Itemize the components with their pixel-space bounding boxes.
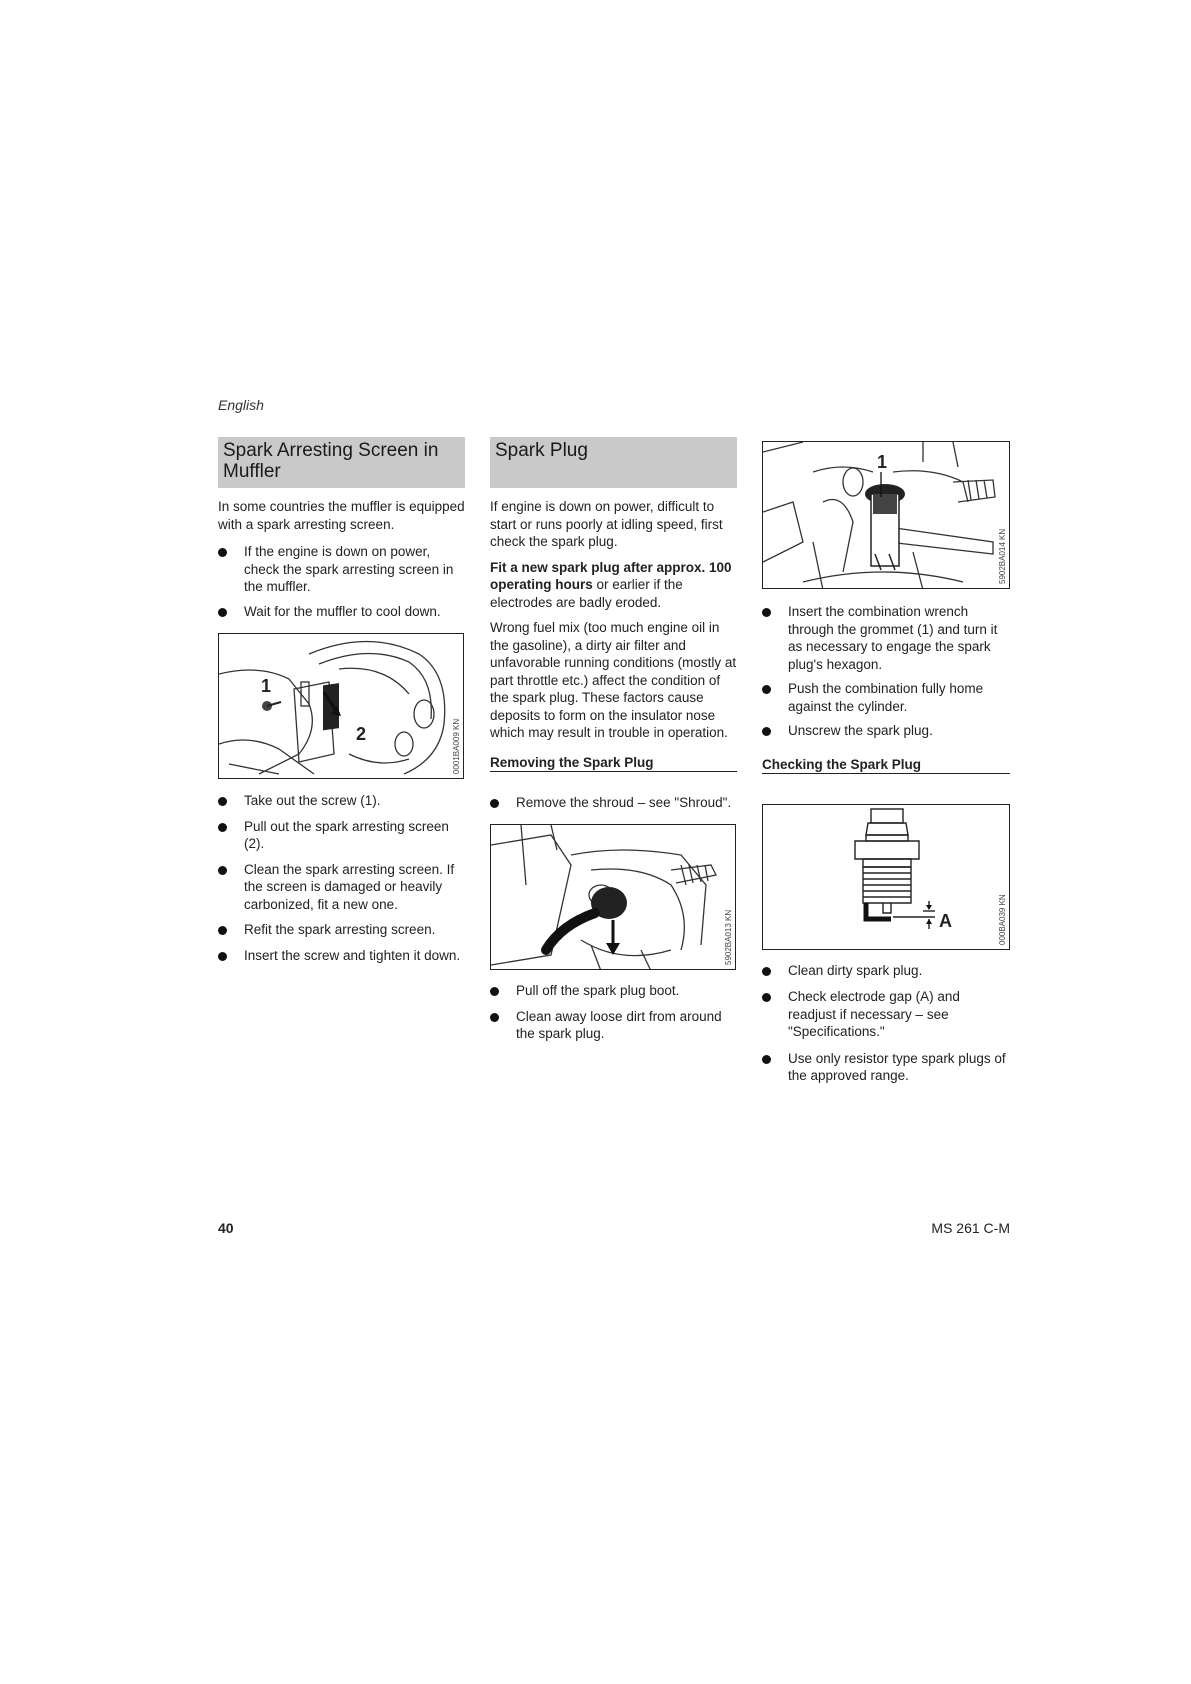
bullet-list-check [218,543,465,620]
bullet-icon [218,952,227,961]
section-heading-spark-plug: Spark Plug [490,437,737,488]
bullet-icon [762,685,771,694]
list-item: If the engine is down on power, check the spark arresting screen in the muffler. [218,543,465,596]
model-name: MS 261 C-M [931,1220,1010,1236]
figure-label-1: 1 [261,676,272,696]
figure-label-1: 1 [877,452,888,472]
list-item: Unscrew the spark plug. [762,722,1010,740]
list-item: Remove the shroud – see "Shroud". [490,794,737,812]
list-item: Pull off the spark plug boot. [490,982,737,1000]
intro-paragraph: In some countries the muffler is equipped with a spark arresting screen. [218,499,465,532]
subheading-checking: Checking the Spark Plug [762,757,1010,774]
bullet-icon [490,1013,499,1022]
bullet-list-remove-shroud [490,794,737,812]
figure-muffler-screen [218,633,464,779]
column-spark-plug [490,437,737,1043]
figure-code: 5902BA014 KN [998,528,1007,584]
figure-spark-plug-boot [490,824,736,970]
fit-new-plug-emphasis: Fit a new spark plug after approx. 100 operating hours [490,559,732,592]
figure-label-2: 2 [356,724,367,744]
bullet-icon [762,608,771,617]
bullet-icon [218,926,227,935]
bullet-list-boot-steps [490,982,737,1043]
list-item: Check electrode gap (A) and readjust if necessary – see "Specifications." [762,988,1010,1041]
bullet-icon [218,866,227,875]
spark-plug-gap-illustration [763,805,1010,950]
bullet-icon [762,727,771,736]
bullet-icon [218,608,227,617]
list-item: Use only resistor type spark plugs of the approved range. [762,1050,1010,1085]
figure-code: 000BA039 KN [998,893,1007,945]
figure-label-a: A [939,910,952,931]
figure-electrode-gap [762,804,1010,950]
list-item: Pull out the spark arresting screen (2). [218,818,465,853]
subheading-removing: Removing the Spark Plug [490,755,737,772]
language-label: English [218,397,264,413]
figure-code: 0001BA009 KN [452,718,461,774]
bullet-list-screen-steps [218,792,465,964]
bullet-icon [762,967,771,976]
list-item: Insert the screw and tighten it down. [218,947,465,965]
list-item: Wait for the muffler to cool down. [218,603,465,621]
spark-plug-boot-illustration [491,825,736,970]
bullet-icon [762,1055,771,1064]
fit-new-plug-paragraph: Fit a new spark plug after approx. 100 operating hours or earlier if the electrodes are badly eroded. [490,559,732,610]
figure-combination-wrench [762,441,1010,589]
column-spark-plug-continued [762,441,1010,1085]
wrong-fuel-paragraph: Wrong fuel mix (too much engine oil in the gasoline), a dirty air filter and unfavorable running conditions (mostly at part throttle etc.) affect the condition of the spark plug. These factors cause deposits to form on the insulator nose which may result in trouble in operation. [490,620,737,740]
list-item: Clean away loose dirt from around the spark plug. [490,1008,737,1043]
section-heading-spark-arresting-screen: Spark Arresting Screen in Muffler [218,437,465,488]
bullet-icon [218,823,227,832]
list-item: Refit the spark arresting screen. [218,921,465,939]
list-item: Clean the spark arresting screen. If the screen is damaged or heavily carbonized, fit a new one. [218,861,465,914]
figure-code: 5902BA013 KN [724,909,733,965]
column-spark-arresting-screen [218,437,465,964]
bullet-icon [762,993,771,1002]
bullet-list-checking [762,962,1010,1085]
bullet-list-unscrew [762,603,1010,740]
intro-paragraph: If engine is down on power, difficult to start or runs poorly at idling speed, first check the spark plug. [490,499,723,549]
bullet-icon [490,799,499,808]
bullet-icon [218,548,227,557]
muffler-illustration [219,634,464,779]
page-number: 40 [218,1220,234,1236]
list-item: Push the combination fully home against the cylinder. [762,680,1010,715]
bullet-icon [490,987,499,996]
list-item: Insert the combination wrench through the grommet (1) and turn it as necessary to engage the spark plug's hexagon. [762,603,1010,673]
bullet-icon [218,797,227,806]
list-item: Clean dirty spark plug. [762,962,1010,980]
list-item: Take out the screw (1). [218,792,465,810]
